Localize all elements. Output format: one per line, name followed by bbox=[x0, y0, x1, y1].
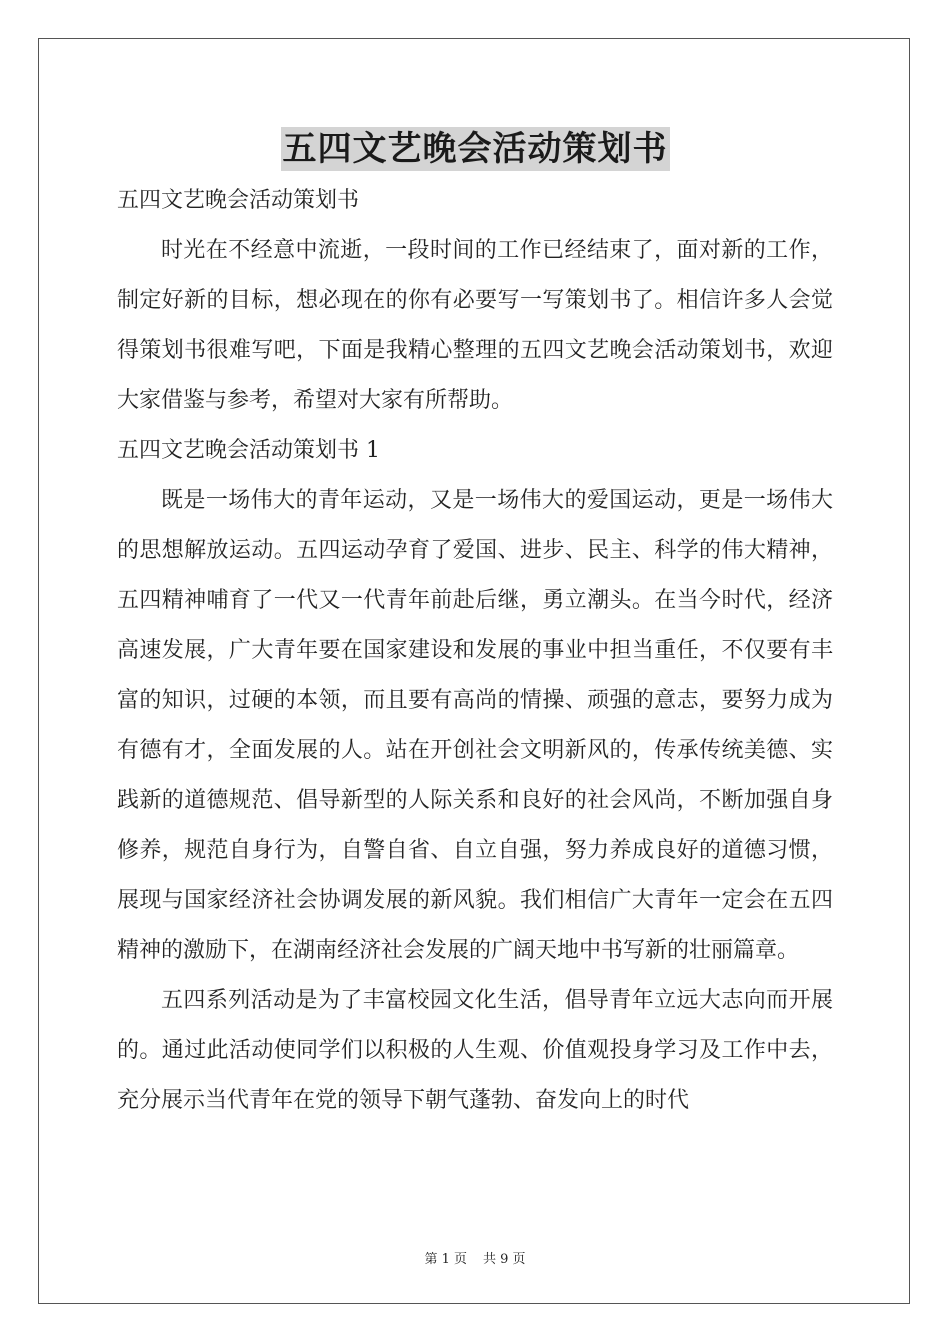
page-number: 第 1 页 bbox=[424, 1252, 467, 1267]
document-body bbox=[117, 176, 833, 1126]
title-wrap bbox=[0, 127, 950, 171]
page-total: 共 9 页 bbox=[483, 1252, 526, 1267]
paragraph: 时光在不经意中流逝，一段时间的工作已经结束了，面对新的工作，制定好新的目标，想必现在的你有必要写一写策划书了。相信许多人会觉得策划书很难写吧，下面是我精心整理的五四文艺晚会活动策划书，欢迎大家借鉴与参考，希望对大家有所帮助。 bbox=[117, 238, 833, 413]
section-heading: 五四文艺晚会活动策划书 1 bbox=[117, 438, 380, 463]
paragraph: 五四系列活动是为了丰富校园文化生活，倡导青年立远大志向而开展的。通过此活动使同学们以积极的人生观、价值观投身学习及工作中去，充分展示当代青年在党的领导下朝气蓬勃、奋发向上的时代 bbox=[117, 988, 833, 1113]
paragraph: 既是一场伟大的青年运动，又是一场伟大的爱国运动，更是一场伟大的思想解放运动。五四运动孕育了爱国、进步、民主、科学的伟大精神，五四精神哺育了一代又一代青年前赴后继，勇立潮头。在当今时代，经济高速发展，广大青年要在国家建设和发展的事业中担当重任，不仅要有丰富的知识，过硬的本领，而且要有高尚的情操、顽强的意志，要努力成为有德有才，全面发展的人。站在开创社会文明新风的，传承传统美德、实践新的道德规范、倡导新型的人际关系和良好的社会风尚，不断加强自身修养，规范自身行为，自警自省、自立自强，努力养成良好的道德习惯，展现与国家经济社会协调发展的新风貌。我们相信广大青年一定会在五四精神的激励下，在湖南经济社会发展的广阔天地中书写新的壮丽篇章。 bbox=[117, 488, 833, 963]
page-footer bbox=[0, 1248, 950, 1267]
document-title: 五四文艺晚会活动策划书 bbox=[282, 129, 668, 169]
paragraph: 五四文艺晚会活动策划书 bbox=[117, 188, 360, 213]
